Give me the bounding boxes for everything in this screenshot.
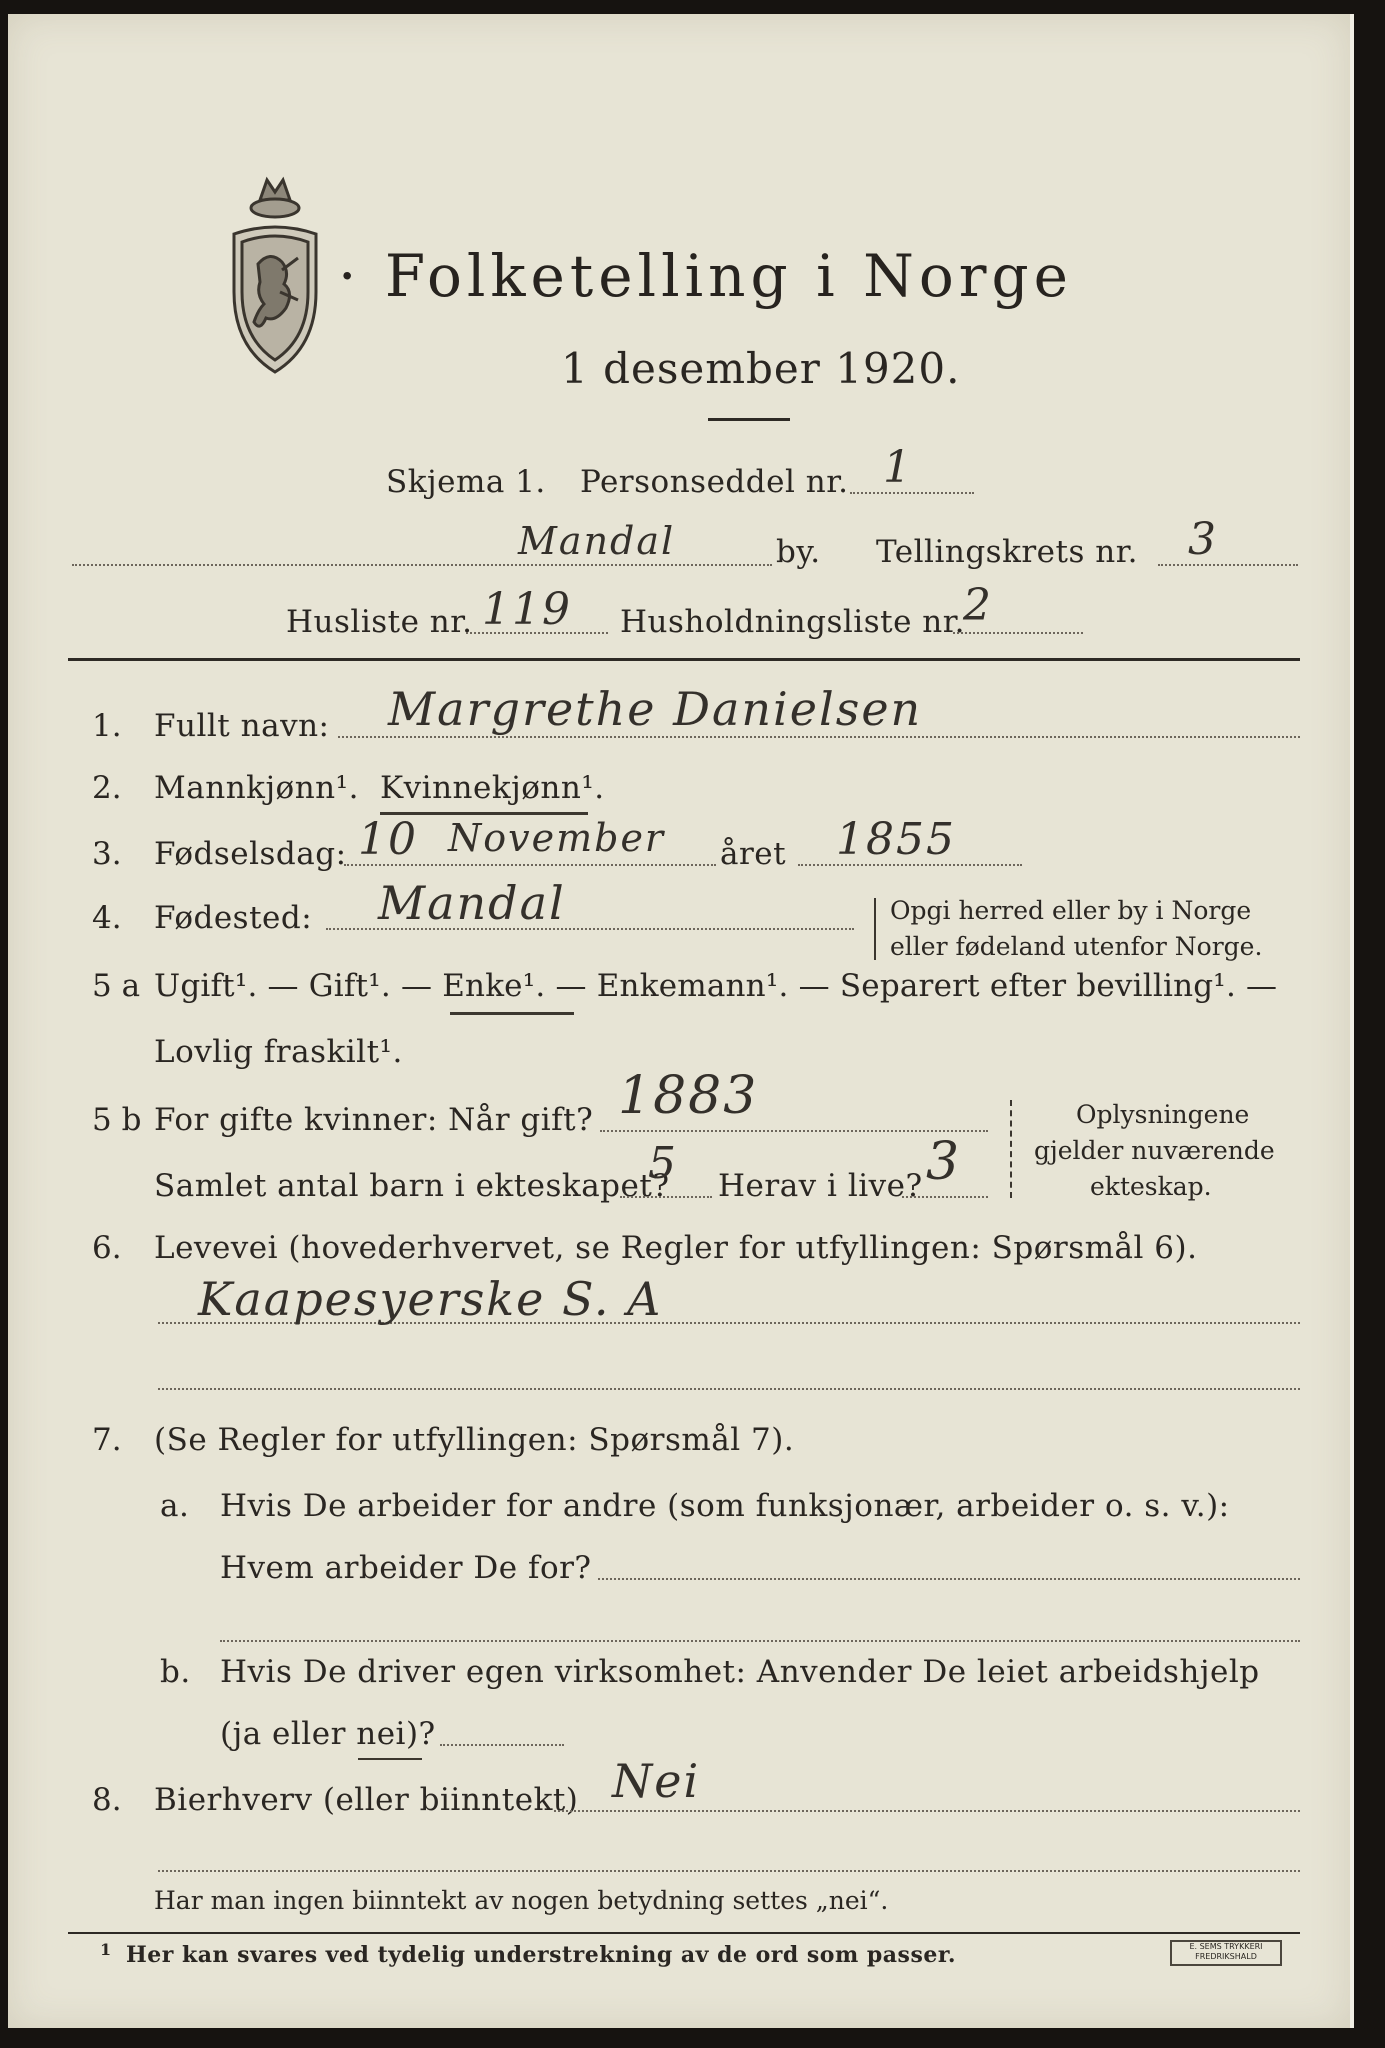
children-alive-value: 3 [926,1132,962,1192]
q3-label: Fødselsdag: [154,836,347,872]
full-name-value: Margrethe Danielsen [388,682,923,736]
q7a-letter: a. [160,1488,190,1524]
footnote-text: Her kan svares ved tydelig understrekning av de ord som passer. [126,1942,957,1968]
form-date: 1 desember 1920. [561,344,961,393]
norway-coat-of-arms-icon [220,172,330,382]
printer-mark [1170,1940,1282,1966]
q1-number: 1. [92,708,122,744]
tellingskrets-value: 3 [1188,514,1218,565]
occupation-value: Kaapesyerske S. A [198,1272,663,1326]
marriage-note-brace [1010,1100,1012,1198]
birth-month-value: November [448,816,666,860]
marital-options[interactable]: Ugift¹. — Gift¹. — Enke¹. — Enkemann¹. — Separert efter bevilling¹. — [154,968,1278,1004]
q2-number: 2. [92,770,122,806]
children-total-value: 5 [648,1138,678,1189]
birthplace-note-brace [874,898,876,960]
footnote-mark: 1 [100,1940,112,1959]
married-year-value: 1883 [618,1066,759,1126]
marriage-note-1: Oplysningene [1076,1100,1250,1129]
employer-field-2[interactable] [220,1640,1300,1642]
tellingskrets-field[interactable] [1158,564,1298,566]
q4-label: Fødested: [154,900,313,936]
by-label: by. [776,534,821,570]
side-income-field[interactable] [554,1810,1300,1812]
children-total-field[interactable] [620,1196,712,1198]
birthplace-note-2: eller fødeland utenfor Norge. [890,932,1263,961]
q7-label: (Se Regler for utfyllingen: Spørsmål 7). [154,1422,795,1458]
husholdning-field[interactable] [953,632,1083,634]
husholdning-value: 2 [963,580,993,631]
children-alive-field[interactable] [902,1196,988,1198]
form-title: · Folketelling i Norge [338,242,1073,310]
q7-number: 7. [92,1422,122,1458]
sex-female-option[interactable]: Kvinnekjønn¹. [380,770,605,806]
hired-help-field[interactable] [440,1744,564,1746]
nei-underline [358,1758,422,1760]
q3-number: 3. [92,836,122,872]
header-divider [68,658,1300,661]
printer-mark-text: E. SEMS TRYKKERI FREDRIKSHALD [1189,1942,1263,1961]
q7a-line-1: Hvis De arbeider for andre (som funksjonær, arbeider o. s. v.): [220,1488,1230,1524]
occupation-field-2[interactable] [158,1388,1300,1390]
employer-field[interactable] [598,1578,1300,1580]
q5b-number: 5 b [92,1102,142,1138]
census-form [8,14,1354,2028]
q6-number: 6. [92,1230,122,1266]
q7a-line-2: Hvem arbeider De for? [220,1550,592,1586]
skjema-label: Skjema 1. [386,464,546,500]
title-divider [708,418,790,421]
q7b-line-1: Hvis De driver egen virksomhet: Anvender De leiet arbeidshjelp [220,1654,1260,1690]
husliste-value: 119 [482,584,572,635]
birth-year-value: 1855 [836,814,956,865]
q8-number: 8. [92,1782,122,1818]
side-income-value: Nei [612,1754,701,1808]
marriage-note-2: gjelder nuværende [1034,1136,1275,1165]
tellingskrets-label: Tellingskrets nr. [876,534,1138,570]
full-name-field[interactable] [338,736,1300,738]
town-value: Mandal [518,519,676,563]
year-label: året [720,836,787,872]
town-field[interactable] [72,564,772,566]
husholdning-label: Husholdningsliste nr. [620,604,966,640]
enke-underline [450,1012,574,1015]
q4-number: 4. [92,900,122,936]
children-total-label: Samlet antal barn i ekteskapet? [154,1168,670,1204]
q1-label: Fullt navn: [154,708,330,744]
marriage-note-3: ekteskap. [1090,1172,1212,1201]
marital-options-2[interactable]: Lovlig fraskilt¹. [154,1034,403,1070]
q5a-number: 5 a [92,968,141,1004]
q8-label: Bierhverv (eller biinntekt) [154,1782,579,1818]
footer-note: Har man ingen biinntekt av nogen betydning settes „nei“. [154,1886,889,1915]
q6-label: Levevei (hovederhvervet, se Regler for utfyllingen: Spørsmål 6). [154,1230,1198,1266]
children-alive-label: Herav i live? [718,1168,923,1204]
footer-divider [68,1932,1300,1934]
personseddel-value: 1 [883,442,913,493]
birth-day-value: 10 [358,814,418,865]
personseddel-label: Personseddel nr. [580,464,849,500]
birthplace-note-1: Opgi herred eller by i Norge [890,896,1252,925]
birthplace-value: Mandal [378,876,566,930]
side-income-field-2[interactable] [158,1870,1300,1872]
husliste-label: Husliste nr. [286,604,473,640]
q7b-line-2: (ja eller nei)? [220,1716,436,1752]
married-when-label: For gifte kvinner: Når gift? [154,1102,594,1138]
q7b-letter: b. [160,1654,191,1690]
sex-male-option[interactable]: Mannkjønn¹. [154,770,359,806]
